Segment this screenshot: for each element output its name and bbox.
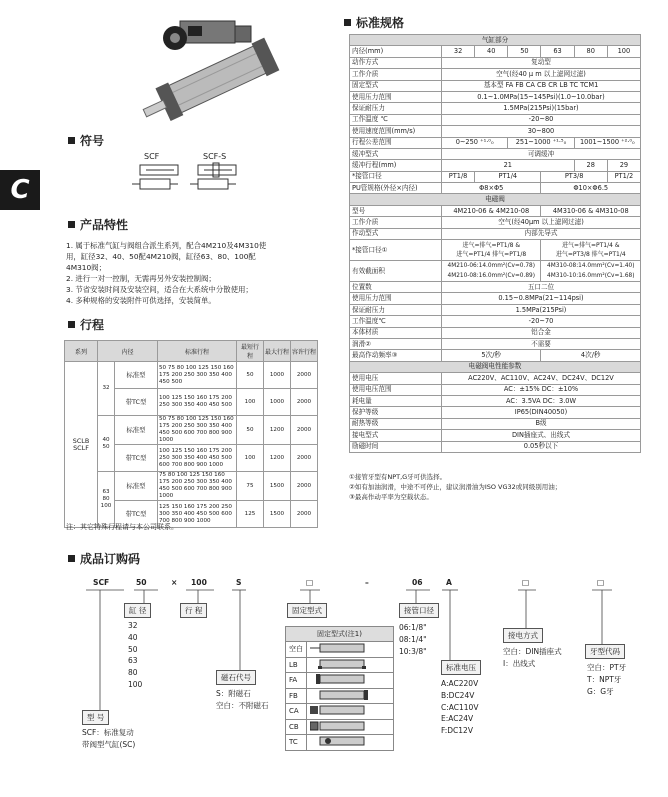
spec-value: -20~80 <box>442 114 641 125</box>
stroke-min: 50 <box>237 362 264 389</box>
code-bore: 50 <box>136 578 147 587</box>
bufstroke-cell: 29 <box>607 160 640 171</box>
mount-code: FB <box>286 688 307 704</box>
tol-cell: 251~1000 ⁺¹·⁵₀ <box>508 137 574 148</box>
bore-cell: 100 <box>607 46 640 57</box>
thread-label: 牙型代码 <box>585 644 625 659</box>
spec-label: 本体材质 <box>350 327 442 338</box>
code-x: × <box>171 578 178 587</box>
spec-value: IP65(DIN40050) <box>442 407 641 418</box>
spec-label: 行程公差范围 <box>350 137 442 148</box>
bore-cell: 50 <box>508 46 541 57</box>
spec-value: 五口二位 <box>442 282 641 293</box>
mount-picture <box>307 704 394 720</box>
spec-value: 空气(经40 μ m 以上滤网过滤) <box>442 69 641 80</box>
area-cell: 4M310-08:14.0mm²(Cv=1.40) 4M310-10:16.0mm²(Cv=1.68) <box>541 261 641 282</box>
cylinder-icon <box>310 690 380 700</box>
pu-cell: Φ10×Φ6.5 <box>541 183 641 194</box>
spec-label: 保护等级 <box>350 407 442 418</box>
valve-header: 电磁阀 <box>350 194 641 205</box>
spec-label: 动作方式 <box>350 57 442 68</box>
stroke-allow: 2000 <box>290 362 317 389</box>
stroke-col-min: 最短行程 <box>237 341 264 362</box>
mount-picture <box>307 719 394 735</box>
spec-label: 耐热等级 <box>350 418 442 429</box>
spec-label: 耗电量 <box>350 395 442 406</box>
symbol-scfs-label: SCF-S <box>203 152 227 161</box>
freq-cell: 5次/秒 <box>442 350 541 361</box>
area-cell: 4M210-06:14.0mm²(Cv=0.78) 4M210-08:16.0mm²(Cv=0.89) <box>442 261 541 282</box>
voltage-list: A:AC220V B:DC24V C:AC110V E:AC24V F:DC12V <box>441 679 479 736</box>
code-voltage: A <box>446 578 452 587</box>
code-port: 06 <box>412 578 423 587</box>
mount-code: 空白 <box>286 642 307 658</box>
code-dash: – <box>365 578 369 587</box>
spec-value: 基本型 FA FB CA CB CR LB TC TCM1 <box>442 80 641 91</box>
spec-heading: 标准规格 <box>344 14 404 31</box>
mount-table-header: 固定型式(注1) <box>286 627 394 642</box>
code-model: SCF <box>93 578 110 587</box>
spec-label: 励磁时间 <box>350 441 442 452</box>
mount-code: TC <box>286 735 307 751</box>
stroke-std: 100 125 150 160 175 200 250 300 350 400 450 500 600 700 800 900 1000 <box>158 445 237 472</box>
mount-picture <box>307 673 394 689</box>
code-connection: □ <box>522 578 530 587</box>
stroke-min: 100 <box>237 389 264 416</box>
stroke-col-std: 标准行程 <box>158 341 237 362</box>
stroke-col-bore: 内径 <box>98 341 158 362</box>
code-thread: □ <box>597 578 605 587</box>
symbol-heading: 符号 <box>68 132 104 149</box>
code-magnet: S <box>236 578 242 587</box>
stroke-bore: 40 50 <box>98 416 115 472</box>
port-cell: PT1/4 <box>475 171 541 182</box>
stroke-max: 1000 <box>263 362 290 389</box>
cylinder-icon <box>310 674 380 684</box>
voltage-label: 标准电压 <box>441 660 481 675</box>
spec-label: PU管规格(外径×内径) <box>350 183 442 194</box>
mount-code: CA <box>286 704 307 720</box>
stroke-note: 注：其它特殊行程请与本公司联系。 <box>66 523 178 531</box>
connection-label: 接电方式 <box>503 628 543 643</box>
stroke-min: 50 <box>237 416 264 445</box>
freq-cell: 4次/秒 <box>541 350 641 361</box>
stroke-max: 1500 <box>263 501 290 528</box>
feature-line: 2. 进行一对一控制，无需再另外安装控制阀； <box>66 274 216 283</box>
stroke-label: 行 程 <box>180 603 207 618</box>
stroke-type: 带TC型 <box>115 445 158 472</box>
spec-value: 30~800 <box>442 126 641 137</box>
bufstroke-cell: 28 <box>574 160 607 171</box>
stroke-type: 带TC型 <box>115 501 158 528</box>
tol-cell: 0~250 ⁺¹·⁰₀ <box>442 137 508 148</box>
spec-label: 使用压力范围 <box>350 91 442 102</box>
spec-value: 空气(经40μm 以上滤网过滤) <box>442 217 641 228</box>
stroke-min: 75 <box>237 472 264 501</box>
model-list: SCF：标准复动 带阀型气缸(SC) <box>82 728 136 749</box>
spec-value: DIN插座式、出线式 <box>442 430 641 441</box>
cylinder-icon <box>310 736 380 746</box>
mount-table <box>285 626 394 751</box>
spec-value: 复动型 <box>442 57 641 68</box>
stroke-std: 50 75 80 100 125 150 160 175 200 250 300 350 400 450 500 600 700 800 900 1000 <box>158 416 237 445</box>
stroke-type: 标准型 <box>115 416 158 445</box>
stroke-col-allow: 容许行程 <box>290 341 317 362</box>
spec-label: 工作温度 ℃ <box>350 114 442 125</box>
spec-label: 接电型式 <box>350 430 442 441</box>
spec-value: 0.15~0.8MPa(21~114psi) <box>442 293 641 304</box>
feature-line: 1. 属于标准气缸与阀组合派生系列，配合4M210及4M310使 <box>66 241 267 250</box>
spec-note: ②如有加油润滑，中途不可停止，建议润滑油为ISO VG32或同级别用油； <box>349 483 562 491</box>
cylinder-icon <box>310 643 380 653</box>
stroke-min: 125 <box>237 501 264 528</box>
stroke-max: 1200 <box>263 416 290 445</box>
stroke-col-series: 系列 <box>65 341 98 362</box>
cyl-header: 气缸部分 <box>350 35 641 46</box>
stroke-std: 75 80 100 125 150 160 175 200 250 300 350 400 450 500 600 700 800 900 1000 <box>158 472 237 501</box>
spec-label: 缓冲型式 <box>350 148 442 159</box>
stroke-col-max: 最大行程 <box>263 341 290 362</box>
cylinder-icon <box>310 721 380 731</box>
cylinder-icon <box>310 659 380 669</box>
stroke-allow: 2000 <box>290 501 317 528</box>
bore-cell: 40 <box>475 46 508 57</box>
cylinder-icon <box>310 705 380 715</box>
stroke-type: 标准型 <box>115 472 158 501</box>
bufstroke-cell: 21 <box>442 160 575 171</box>
stroke-type: 带TC型 <box>115 389 158 416</box>
mount-picture <box>307 657 394 673</box>
magnet-label: 磁石代号 <box>216 670 256 685</box>
magnet-list: S：附磁石 空白：不附磁石 <box>216 689 269 710</box>
spec-label: *接管口径 <box>350 171 442 182</box>
spec-label: 工作温度℃ <box>350 316 442 327</box>
feature-line: 4. 多种规格的安装附件可供选择，安装简单。 <box>66 296 216 305</box>
port-list: 06:1/8" 08:1/4" 10:3/8" <box>399 623 427 656</box>
stroke-std: 125 150 160 175 200 250 300 350 400 450 500 600 700 800 900 1000 <box>158 501 237 528</box>
spec-value: B级 <box>442 418 641 429</box>
mount-code: CB <box>286 719 307 735</box>
stroke-allow: 2000 <box>290 389 317 416</box>
spec-value: 1.5MPa(215Psi)(15bar) <box>442 103 641 114</box>
spec-value: AC：3.5VA DC：3.0W <box>442 395 641 406</box>
feature-line: 3. 节省安装时间及安装空间，适合在大系统中分散使用； <box>66 285 253 294</box>
stroke-allow: 2000 <box>290 445 317 472</box>
stroke-max: 1500 <box>263 472 290 501</box>
stroke-type: 标准型 <box>115 362 158 389</box>
bore-cell: 80 <box>574 46 607 57</box>
stroke-heading: 行程 <box>68 316 104 333</box>
spec-note: ③最高作动平率为空载状态。 <box>349 493 433 501</box>
spec-label: 保证耐压力 <box>350 103 442 114</box>
stroke-std: 100 125 150 160 175 200 250 300 350 400 450 500 <box>158 389 237 416</box>
feature-line: 4M310阀； <box>66 263 106 272</box>
bore-cell: 63 <box>541 46 574 57</box>
spec-value: 内部先导式 <box>442 228 641 239</box>
spec-label: 有效截面积 <box>350 261 442 282</box>
spec-label: 保证耐压力 <box>350 304 442 315</box>
spec-label: 最高作动频率③ <box>350 350 442 361</box>
spec-label: 润滑② <box>350 338 442 349</box>
mount-picture <box>307 688 394 704</box>
stroke-min: 100 <box>237 445 264 472</box>
spec-label: 工作介质 <box>350 217 442 228</box>
side-tab: C <box>0 170 40 210</box>
mount-label: 固定型式 <box>287 603 327 618</box>
code-stroke: 100 <box>191 578 207 587</box>
model-cell: 4M310-06 & 4M310-08 <box>541 205 641 216</box>
spec-value: 1.5MPa(215Psi) <box>442 304 641 315</box>
model-label: 型 号 <box>82 710 109 725</box>
spec-value: 不需要 <box>442 338 641 349</box>
symbol-scf-label: SCF <box>144 152 160 161</box>
features-heading: 产品特性 <box>68 216 128 233</box>
spec-value: AC：±15% DC：±10% <box>442 384 641 395</box>
mount-code: FA <box>286 673 307 689</box>
connection-list: 空白：DIN插座式 I：出线式 <box>503 647 562 668</box>
stroke-series: SCLB SCLF <box>65 362 98 528</box>
stroke-bore: 63 80 100 <box>98 472 115 528</box>
port-cell: PT3/8 <box>541 171 607 182</box>
thread-list: 空白：PT牙 T：NPT牙 G：G牙 <box>587 663 627 696</box>
spec-label: 作动型式 <box>350 228 442 239</box>
spec-value: 0.05秒以下 <box>442 441 641 452</box>
spec-label: 工作介质 <box>350 69 442 80</box>
spec-value: -20~70 <box>442 316 641 327</box>
stroke-bore: 32 <box>98 362 115 416</box>
port-cell: PT1/8 <box>442 171 475 182</box>
vport-cell: 进气=排气=PT1/4 & 进气=PT3/8 排气=PT1/4 <box>541 240 641 261</box>
pu-cell: Φ8×Φ5 <box>442 183 541 194</box>
spec-label: 使用电压 <box>350 373 442 384</box>
stroke-allow: 2000 <box>290 472 317 501</box>
mount-picture <box>307 642 394 658</box>
elec-header: 电磁阀电性能参数 <box>350 361 641 372</box>
tol-cell: 1001~1500 ⁺²·⁰₀ <box>574 137 640 148</box>
stroke-allow: 2000 <box>290 416 317 445</box>
stroke-max: 1200 <box>263 445 290 472</box>
port-cell: PT1/2 <box>607 171 640 182</box>
spec-label: 内径(mm) <box>350 46 442 57</box>
spec-value: 铝合金 <box>442 327 641 338</box>
spec-label: 使用电压范围 <box>350 384 442 395</box>
mount-picture <box>307 735 394 751</box>
spec-value: 可调缓冲 <box>442 148 641 159</box>
spec-label: *接管口径① <box>350 240 442 261</box>
spec-label: 位置数 <box>350 282 442 293</box>
spec-label: 固定型式 <box>350 80 442 91</box>
model-cell: 4M210-06 & 4M210-08 <box>442 205 541 216</box>
stroke-std: 50 75 80 100 125 150 160 175 200 250 300 350 400 450 500 <box>158 362 237 389</box>
spec-label: 使用压力范围 <box>350 293 442 304</box>
vport-cell: 进气=排气=PT1/8 & 进气=PT1/4 排气=PT1/8 <box>442 240 541 261</box>
code-mount: □ <box>306 578 314 587</box>
spec-value: 0.1~1.0MPa(15~145Psi)(1.0~10.0bar) <box>442 91 641 102</box>
stroke-max: 1000 <box>263 389 290 416</box>
port-label: 接管口径 <box>399 603 439 618</box>
mount-code: LB <box>286 657 307 673</box>
order-heading: 成品订购码 <box>68 550 140 567</box>
spec-value: AC220V、AC110V、AC24V、DC24V、DC12V <box>442 373 641 384</box>
spec-label: 缓冲行程(mm) <box>350 160 442 171</box>
bore-cell: 32 <box>442 46 475 57</box>
feature-line: 用，缸径32、40、50配4M210阀，缸径63、80、100配 <box>66 252 256 261</box>
bore-list: 32 40 50 63 80 100 <box>128 621 143 689</box>
spec-note: ①接管牙型有NPT,G牙可供选择。 <box>349 473 447 481</box>
bore-label: 缸 径 <box>124 603 151 618</box>
spec-label: 使用速度范围(mm/s) <box>350 126 442 137</box>
spec-label: 型号 <box>350 205 442 216</box>
